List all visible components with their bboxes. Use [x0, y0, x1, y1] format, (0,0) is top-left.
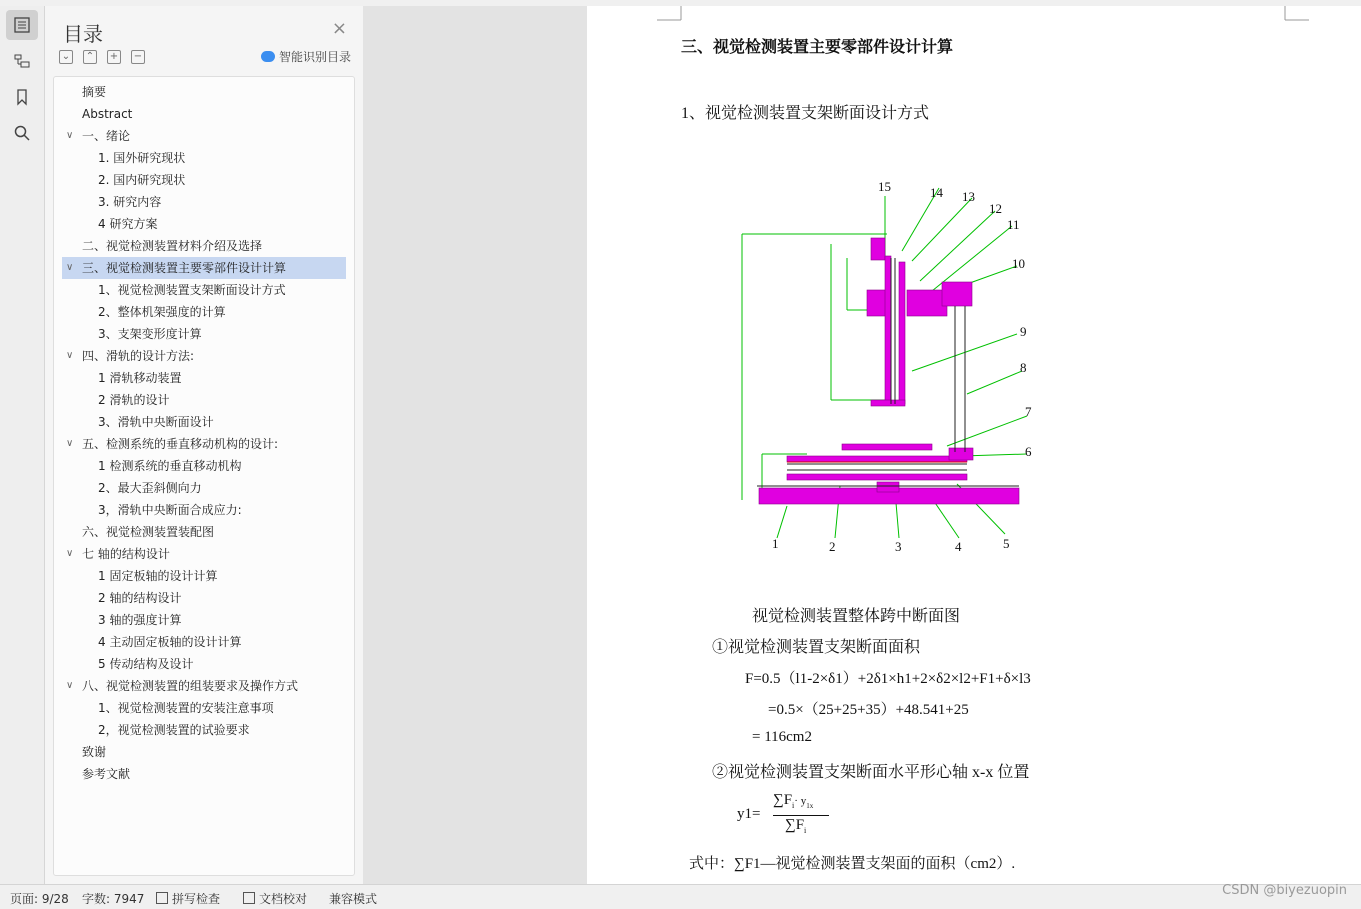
page-count[interactable]: 页面: 9/28: [10, 892, 69, 906]
toc-item[interactable]: [62, 763, 346, 785]
toc-item-label: 1. 国外研究现状: [98, 151, 186, 165]
add-heading-icon[interactable]: +: [107, 50, 121, 64]
proofread-icon: [243, 892, 255, 904]
fraction-bar: [773, 815, 829, 816]
toc-item-label: 2 轴的结构设计: [98, 591, 182, 605]
toc-item[interactable]: [62, 631, 346, 653]
toc-item-label: 3，滑轨中央断面合成应力:: [98, 503, 242, 517]
drawing-label: 4: [955, 539, 962, 554]
toc-item-label: 四、滑轨的设计方法:: [82, 349, 195, 363]
left-rail: [0, 6, 45, 884]
toc-item[interactable]: [62, 345, 346, 367]
toc-icon[interactable]: [6, 10, 38, 40]
formula-line: =0.5×（25+25+35）+48.541+25: [768, 702, 969, 718]
document-page: [587, 6, 1361, 884]
toc-item-label: 2、最大歪斜侧向力: [98, 481, 202, 495]
proofread-button[interactable]: 文档校对: [243, 890, 307, 907]
toc-item[interactable]: [62, 103, 346, 125]
chevron-down-icon[interactable]: ∨: [66, 680, 74, 691]
toc-item[interactable]: [62, 191, 346, 213]
search-icon[interactable]: [6, 118, 38, 148]
smart-toc-button[interactable]: [261, 48, 351, 65]
toc-panel: [45, 6, 363, 884]
toc-item[interactable]: [62, 433, 346, 455]
formula-lhs: y1=: [737, 806, 761, 822]
toc-item-label: 二、视觉检测装置材料介绍及选择: [82, 239, 263, 253]
toc-item[interactable]: [62, 675, 346, 697]
outline-icon[interactable]: [6, 46, 38, 76]
toc-item-label: 1 滑轨移动装置: [98, 371, 182, 385]
collapse-all-icon[interactable]: ⌄: [59, 50, 73, 64]
toc-item-label: 3、支架变形度计算: [98, 327, 202, 341]
toc-item-label: 七 轴的结构设计: [82, 547, 170, 561]
figure-caption: 视觉检测装置整体跨中断面图: [752, 608, 961, 625]
toc-item[interactable]: [62, 411, 346, 433]
chevron-down-icon[interactable]: ∨: [66, 130, 74, 141]
toc-item[interactable]: [62, 587, 346, 609]
body-line: ②视觉检测装置支架断面水平形心轴 x-x 位置: [712, 764, 1030, 781]
toc-item[interactable]: [62, 323, 346, 345]
toc-item-label: 2、整体机架强度的计算: [98, 305, 226, 319]
expand-up-icon[interactable]: ⌃: [83, 50, 97, 64]
toc-item[interactable]: [62, 125, 346, 147]
toc-item[interactable]: [62, 169, 346, 191]
toc-item[interactable]: [62, 147, 346, 169]
drawing-label: 11: [1007, 217, 1020, 232]
watermark: CSDN @biyezuopin: [1222, 883, 1347, 898]
toc-item-label: 3 轴的强度计算: [98, 613, 182, 627]
drawing-label: 3: [895, 539, 902, 554]
toc-item-label: 1 固定板轴的设计计算: [98, 569, 218, 583]
toc-item-label: 5 传动结构及设计: [98, 657, 194, 671]
toc-item[interactable]: [62, 543, 346, 565]
toc-item-label: 2 滑轨的设计: [98, 393, 170, 407]
chevron-down-icon[interactable]: ∨: [66, 350, 74, 361]
formula-line: F=0.5（l1-2×δ1）+2δ1×h1+2×δ2×l2+F1+δ×l3: [745, 671, 1031, 687]
formula-denominator: $\sum F_i$: [785, 817, 807, 835]
toc-item-label: 4 研究方案: [98, 217, 158, 231]
section-heading: 三、视觉检测装置主要零部件设计计算: [681, 39, 954, 56]
toc-item[interactable]: [62, 213, 346, 235]
drawing-label: 7: [1025, 404, 1032, 419]
toc-item[interactable]: [62, 477, 346, 499]
bookmark-icon[interactable]: [6, 82, 38, 112]
toc-item[interactable]: [62, 279, 346, 301]
drawing-label: 13: [962, 189, 975, 204]
toc-item-label: 摘要: [82, 85, 107, 99]
spell-check-button[interactable]: 拼写检查: [156, 890, 220, 907]
toc-item-label: 3、滑轨中央断面设计: [98, 415, 214, 429]
toc-item-label: 2. 国内研究现状: [98, 173, 186, 187]
drawing-label: 1: [772, 536, 779, 551]
toc-item[interactable]: [62, 565, 346, 587]
toc-item-label: 参考文献: [82, 767, 131, 781]
body-line: 式中：∑F1—视觉检测装置支架面的面积（cm2）.: [689, 856, 1016, 872]
corner-mark-left: [657, 6, 687, 22]
toc-item-label: 六、视觉检测装置装配图: [82, 525, 215, 539]
compat-mode: 兼容模式: [329, 892, 378, 906]
body-line: ①视觉检测装置支架断面面积: [712, 639, 921, 656]
toc-item-label: 致谢: [82, 745, 107, 759]
toc-item-label: 1 检测系统的垂直移动机构: [98, 459, 242, 473]
toc-item-label: 五、检测系统的垂直移动机构的设计:: [82, 437, 279, 451]
chevron-down-icon[interactable]: ∨: [66, 548, 74, 559]
drawing-label: 8: [1020, 360, 1027, 375]
chevron-down-icon[interactable]: ∨: [66, 438, 74, 449]
subsection-heading: 1、视觉检测装置支架断面设计方式: [681, 105, 930, 122]
checkbox-icon: [156, 892, 168, 904]
toc-item[interactable]: [62, 257, 346, 279]
drawing-label: 5: [1003, 536, 1010, 551]
toc-item[interactable]: [62, 367, 346, 389]
cloud-icon: [261, 51, 275, 62]
chevron-down-icon[interactable]: ∨: [66, 262, 74, 273]
toc-item[interactable]: [62, 697, 346, 719]
toc-item[interactable]: [62, 741, 346, 763]
toc-item-label: Abstract: [82, 107, 133, 121]
toc-item-label: 4 主动固定板轴的设计计算: [98, 635, 242, 649]
toc-item-label: 三、视觉检测装置主要零部件设计计算: [82, 261, 287, 275]
word-count[interactable]: 字数: 7947: [82, 892, 145, 906]
toc-item[interactable]: [62, 235, 346, 257]
toc-item-label: 一、绪论: [82, 129, 131, 143]
toc-item-label: 1、视觉检测装置支架断面设计方式: [98, 283, 286, 297]
drawing-label: 10: [1012, 256, 1025, 271]
formula-line: = 116cm2: [752, 729, 812, 745]
toc-item-label: 3. 研究内容: [98, 195, 162, 209]
drawing-label: 15: [878, 179, 891, 194]
toc-item[interactable]: [62, 81, 346, 103]
cross-section-drawing: [727, 166, 1047, 556]
panel-title: 目录: [63, 22, 103, 46]
close-icon[interactable]: ×: [331, 18, 347, 39]
drawing-label: 9: [1020, 324, 1027, 339]
status-bar: [0, 884, 1361, 909]
toc-item[interactable]: [62, 653, 346, 675]
toc-item-label: 八、视觉检测装置的组装要求及操作方式: [82, 679, 299, 693]
corner-mark-right: [1283, 6, 1313, 22]
toc-item[interactable]: [62, 609, 346, 631]
toc-item-label: 1、视觉检测装置的安装注意事项: [98, 701, 274, 715]
toc-item[interactable]: [62, 455, 346, 477]
drawing-label: 2: [829, 539, 836, 554]
drawing-label: 14: [930, 185, 943, 200]
formula-numerator: $\sum F_i\cdot y_{1x}$: [773, 792, 814, 810]
toc-item[interactable]: [62, 719, 346, 741]
toc-item[interactable]: [62, 521, 346, 543]
toc-item[interactable]: [62, 301, 346, 323]
toc-list: [53, 76, 355, 876]
toc-item[interactable]: [62, 499, 346, 521]
drawing-label: 6: [1025, 444, 1032, 459]
smart-toc-label: 智能识别目录: [278, 50, 351, 64]
toc-item-label: 2，视觉检测装置的试验要求: [98, 723, 250, 737]
remove-heading-icon[interactable]: −: [131, 50, 145, 64]
toc-item[interactable]: [62, 389, 346, 411]
drawing-label: 12: [989, 201, 1002, 216]
page-gutter: [363, 6, 587, 884]
